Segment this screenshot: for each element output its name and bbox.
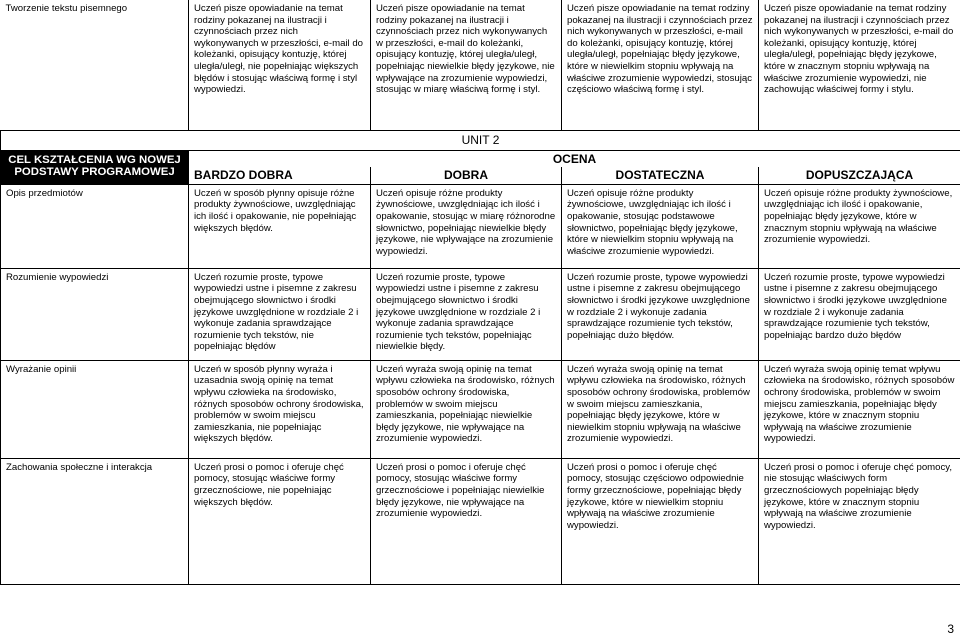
row-label: Zachowania społeczne i interakcja [1,458,189,584]
criteria-cell: Uczeń rozumie proste, typowe wypowiedzi ustne i pisemne z zakresu obejmującego słownictwo i środki językowe uwzględnione w rozdziale 2 i wykonuje zadania sprawdzające rozumienie tych tekstów, nie popełniając błędów [189,268,371,360]
criteria-cell: Uczeń w sposób płynny opisuje różne produkty żywnościowe, uwzględniając ich ilość i opakowanie, nie popełniając większych błędów. [189,184,371,268]
table-row [1,184,960,268]
criteria-cell: Uczeń prosi o pomoc i oferuje chęć pomocy, stosując właściwe formy grzecznościowe, nie popełniając większych błędów. [189,458,371,584]
row-label: Tworzenie tekstu pisemnego [1,0,189,131]
criteria-cell: Uczeń prosi o pomoc i oferuje chęć pomocy, stosując właściwe formy grzecznościowe i popełniając niewielkie błędy językowe, nie wpływające na zrozumienie wypowiedzi. [371,458,562,584]
level-good: DOBRA [371,167,562,184]
unit-title: UNIT 2 [1,131,960,151]
criteria-cell: Uczeń opisuje różne produkty żywnościowe, uwzględniając ich ilość i opakowanie, popełniając błędy językowe, które w znacznym stopniu wpływają na właściwe zrozumienie wypowiedzi. [759,184,960,268]
criteria-cell: Uczeń wyraża swoją opinię na temat wpływu człowieka na środowisko, różnych sposobów ochrony środowiska, problemów w swoim miejscu zamieszkania, popełniając błędy językowe, które w niewielkim stopniu wpływają na właściwe zrozumienie wypowiedzi. [562,360,759,458]
table-row [1,360,960,458]
criteria-cell: Uczeń wyraża swoją opinię na temat wpływu człowieka na środowisko, różnych sposobów ochrony środowiska, problemów w swoim miejscu zamieszkania, popełniając niewielkie błędy językowe, nie wpływające na zrozumienie wypowiedzi. [371,360,562,458]
table-row [1,268,960,360]
criteria-cell: Uczeń rozumie proste, typowe wypowiedzi ustne i pisemne z zakresu obejmującego słownictwo i środki językowe uwzględnione w rozdziale 2 i wykonuje zadania sprawdzające rozumienie tych tekstów, popełniając niewielkie błędy. [371,268,562,360]
criteria-cell: Uczeń opisuje różne produkty żywnościowe, uwzględniając ich ilość i opakowanie, stosując podstawowe słownictwo, popełniając błędy językowe, które w niewielkim stopniu wpływają na właściwe zrozumienie wypowiedzi. [562,184,759,268]
criteria-cell: Uczeń wyraża swoją opinię temat wpływu człowieka na środowisko, różnych sposobów ochrony środowiska, problemów w swoim miejscu zamieszkania, popełniając błędy językowe, które w znacznym stopniu wpływają na właściwe zrozumienie wypowiedzi. [759,360,960,458]
unit-header-row [1,131,960,151]
criteria-cell: Uczeń pisze opowiadanie na temat rodziny pokazanej na ilustracji i czynnościach przez nich wykonywanych w przeszłości, e-mail do koleżanki, opisujący kontuzję, której uległa/uległ, popełniając niewielkie błędy językowe, nie wpływające na zrozumienie wypowiedzi, stosując w miarę właściwą formę i styl. [371,0,562,131]
criteria-cell: Uczeń w sposób płynny wyraża i uzasadnia swoją opinię na temat wpływu człowieka na środowisko, różnych sposobów ochrony środowiska, problemów w swoim miejscu zamieszkania, nie popełniając większych błędów. [189,360,371,458]
criteria-cell: Uczeń rozumie proste, typowe wypowiedzi ustne i pisemne z zakresu obejmującego słownictwo i środki językowe uwzględnione w rozdziale 2 i wykonuje zadania sprawdzające rozumienie tych tekstów, popełniając dużo błędów. [562,268,759,360]
criteria-cell: Uczeń opisuje różne produkty żywnościowe, uwzględniając ich ilość i opakowanie, stosując w miarę różnorodne słownictwo, popełniając niewielkie błędy językowe, nie wpływające na zrozumienie wypowiedzi. [371,184,562,268]
goal-header: CEL KSZTAŁCENIA WG NOWEJ PODSTAWY PROGRAMOWEJ [1,150,189,184]
page-number: 3 [947,622,954,636]
criteria-cell: Uczeń rozumie proste, typowe wypowiedzi ustne i pisemne z zakresu obejmującego słownictwo i środki językowe uwzględnione w rozdziale 2 i wykonuje zadania sprawdzające rozumienie tych tekstów, popełniając bardzo dużo błędów [759,268,960,360]
criteria-cell: Uczeń pisze opowiadanie na temat rodziny pokazanej na ilustracji i czynnościach przez nich wykonywanych w przeszłości, e-mail do koleżanki, opisujący kontuzję, której uległa/uległ, popełniając błędy językowe, które w niewielkim stopniu wpływają na właściwe zrozumienie wypowiedzi, stosując częściowo właściwą formę i styl. [562,0,759,131]
row-label: Rozumienie wypowiedzi [1,268,189,360]
grade-header-row [1,150,960,167]
criteria-cell: Uczeń prosi o pomoc i oferuje chęć pomocy, stosując częściowo odpowiednie formy grzecznościowe, popełniając błędy językowe, które w niewielkim stopniu wpływają na właściwe zrozumienie wypowiedzi. [562,458,759,584]
criteria-cell: Uczeń pisze opowiadanie na temat rodziny pokazanej na ilustracji i czynnościach przez nich wykonywanych w przeszłości, e-mail do koleżanki, opisujący kontuzję, której uległa/uległ, nie popełniając większych błędów i stosując właściwą formę i styl wypowiedzi. [189,0,371,131]
criteria-cell: Uczeń prosi o pomoc i oferuje chęć pomocy, nie stosując właściwych form grzecznościowych popełniając błędy językowe, które w znacznym stopniu wpływają na właściwe zrozumienie wypowiedzi. [759,458,960,584]
table-row [1,458,960,584]
criteria-cell: Uczeń pisze opowiadanie na temat rodziny pokazanej na ilustracji i czynnościach przez nich wykonywanych w przeszłości, e-mail do koleżanki, opisujący kontuzję, której uległa/uległ, popełniając błędy językowe, które w znacznym stopniu wpływają na właściwe zrozumienie wypowiedzi, nie zachowując właściwej formy i stylu. [759,0,960,131]
grade-header: OCENA [189,150,960,167]
level-sufficient: DOPUSZCZAJĄCA [759,167,960,184]
row-label: Wyrażanie opinii [1,360,189,458]
row-label: Opis przedmiotów [1,184,189,268]
table-row-writing [1,0,960,131]
level-very-good: BARDZO DOBRA [189,167,371,184]
level-satisfactory: DOSTATECZNA [562,167,759,184]
